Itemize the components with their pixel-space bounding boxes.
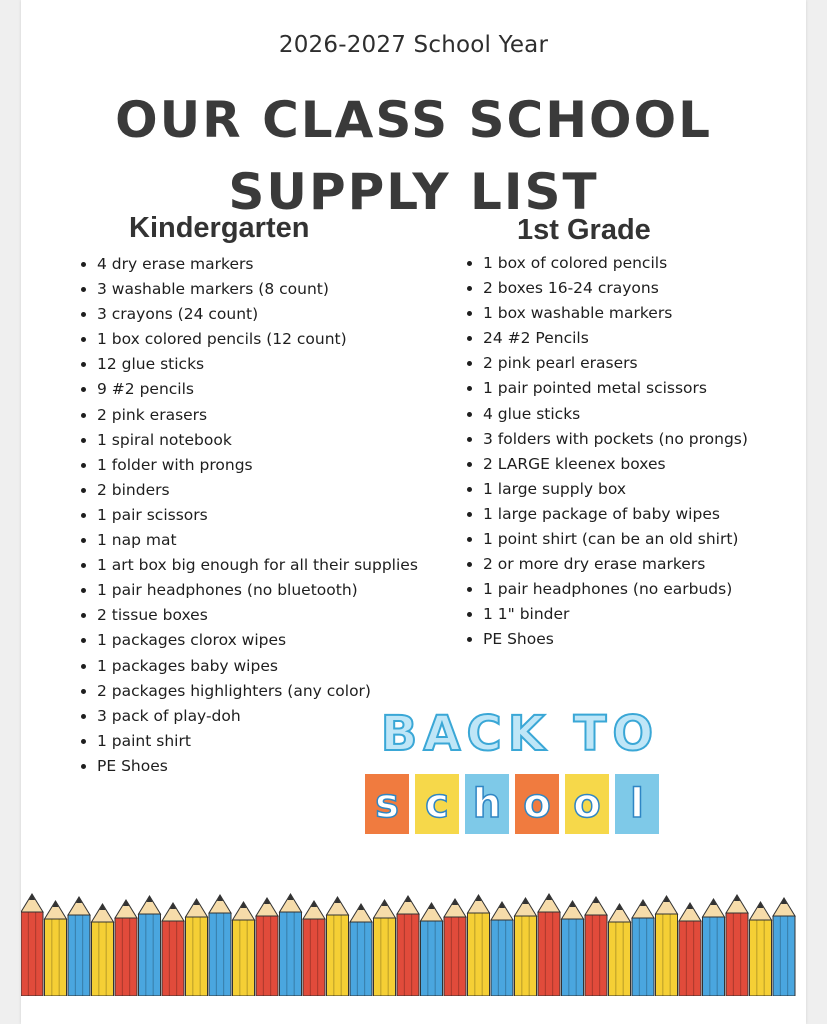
- list-item: 2 packages highlighters (any color): [79, 679, 418, 704]
- list-item: 2 LARGE kleenex boxes: [465, 452, 748, 477]
- pencil-icon: [280, 894, 302, 996]
- pencil-icon: [233, 902, 255, 996]
- pencil-icon: [374, 900, 396, 996]
- pencil-icon: [421, 903, 443, 996]
- kindergarten-heading: Kindergarten: [129, 212, 310, 244]
- list-item: 1 large supply box: [465, 477, 748, 502]
- pencil-icon: [515, 898, 537, 996]
- pencil-icon: [45, 901, 67, 996]
- list-item: 1 box washable markers: [465, 301, 748, 326]
- list-item: 1 box of colored pencils: [465, 251, 748, 276]
- school-letter-tile: l: [615, 774, 659, 834]
- list-item: 9 #2 pencils: [79, 377, 418, 402]
- pencil-icon: [350, 904, 372, 996]
- pencil-icon: [726, 895, 748, 996]
- pencil-icon: [21, 894, 43, 996]
- list-item: 24 #2 Pencils: [465, 326, 748, 351]
- list-item: 1 box colored pencils (12 count): [79, 327, 418, 352]
- school-letter-tile: o: [515, 774, 559, 834]
- school-letter-tile: h: [465, 774, 509, 834]
- pencil-icon: [679, 903, 701, 996]
- pencil-icon: [609, 904, 631, 996]
- list-item: 1 pair headphones (no earbuds): [465, 577, 748, 602]
- pencil-icon: [773, 898, 795, 996]
- supply-list-page: [21, 0, 806, 1024]
- list-item: PE Shoes: [465, 627, 748, 652]
- page-title: [21, 84, 806, 228]
- pencil-icon: [538, 894, 560, 996]
- list-item: 1 folder with prongs: [79, 453, 418, 478]
- pencil-icon: [468, 895, 490, 996]
- list-item: 2 boxes 16-24 crayons: [465, 276, 748, 301]
- list-item: 1 large package of baby wipes: [465, 502, 748, 527]
- kindergarten-list: [79, 252, 418, 779]
- school-year: 2026-2027 School Year: [278, 32, 549, 58]
- pencil-icon: [162, 903, 184, 996]
- pencil-icon: [92, 904, 114, 996]
- list-item: 2 or more dry erase markers: [465, 552, 748, 577]
- list-item: 1 packages baby wipes: [79, 654, 418, 679]
- list-item: 2 tissue boxes: [79, 603, 418, 628]
- first-grade-list: [465, 251, 748, 653]
- pencil-icon: [327, 897, 349, 996]
- list-item: 3 pack of play-doh: [79, 704, 418, 729]
- pencil-icon: [491, 902, 513, 996]
- list-item: 1 spiral notebook: [79, 428, 418, 453]
- list-item: 4 dry erase markers: [79, 252, 418, 277]
- list-item: 1 1" binder: [465, 602, 748, 627]
- pencil-icon: [562, 901, 584, 996]
- pencil-icon: [186, 899, 208, 996]
- pencil-icon: [256, 898, 278, 996]
- first-grade-heading: 1st Grade: [517, 214, 651, 246]
- list-item: 2 pink erasers: [79, 403, 418, 428]
- school-letter-tile: c: [415, 774, 459, 834]
- pencil-icon: [115, 900, 137, 996]
- pencil-icon: [585, 897, 607, 996]
- list-item: 3 washable markers (8 count): [79, 277, 418, 302]
- list-item: 3 crayons (24 count): [79, 302, 418, 327]
- list-item: 1 art box big enough for all their supplies: [79, 553, 418, 578]
- list-item: 2 pink pearl erasers: [465, 351, 748, 376]
- list-item: 1 pair pointed metal scissors: [465, 376, 748, 401]
- list-item: 3 folders with pockets (no prongs): [465, 427, 748, 452]
- list-item: PE Shoes: [79, 754, 418, 779]
- school-letter-tile: o: [565, 774, 609, 834]
- pencil-icon: [656, 896, 678, 996]
- list-item: 2 binders: [79, 478, 418, 503]
- back-to-text: BACK TO: [380, 706, 660, 762]
- list-item: 1 point shirt (can be an old shirt): [465, 527, 748, 552]
- pencil-icon: [68, 897, 90, 996]
- pencil-icon: [303, 901, 325, 996]
- pencil-icon: [632, 900, 654, 996]
- list-item: 4 glue sticks: [465, 402, 748, 427]
- pencil-icon: [397, 896, 419, 996]
- pencil-icon: [444, 899, 466, 996]
- back-to-school-graphic: [365, 706, 675, 846]
- pencil-icon: [209, 895, 231, 996]
- title-line-2: SUPPLY LIST: [228, 163, 599, 221]
- list-item: 1 pair headphones (no bluetooth): [79, 578, 418, 603]
- list-item: 1 nap mat: [79, 528, 418, 553]
- list-item: 12 glue sticks: [79, 352, 418, 377]
- pencil-icon: [703, 899, 725, 996]
- list-item: 1 packages clorox wipes: [79, 628, 418, 653]
- pencil-icon: [139, 896, 161, 996]
- list-item: 1 paint shirt: [79, 729, 418, 754]
- pencil-border-illustration: [21, 886, 806, 996]
- school-letter-tile: s: [365, 774, 409, 834]
- school-tiles: [365, 774, 659, 834]
- pencil-icon: [750, 902, 772, 996]
- list-item: 1 pair scissors: [79, 503, 418, 528]
- title-line-1: OUR CLASS SCHOOL: [115, 91, 712, 149]
